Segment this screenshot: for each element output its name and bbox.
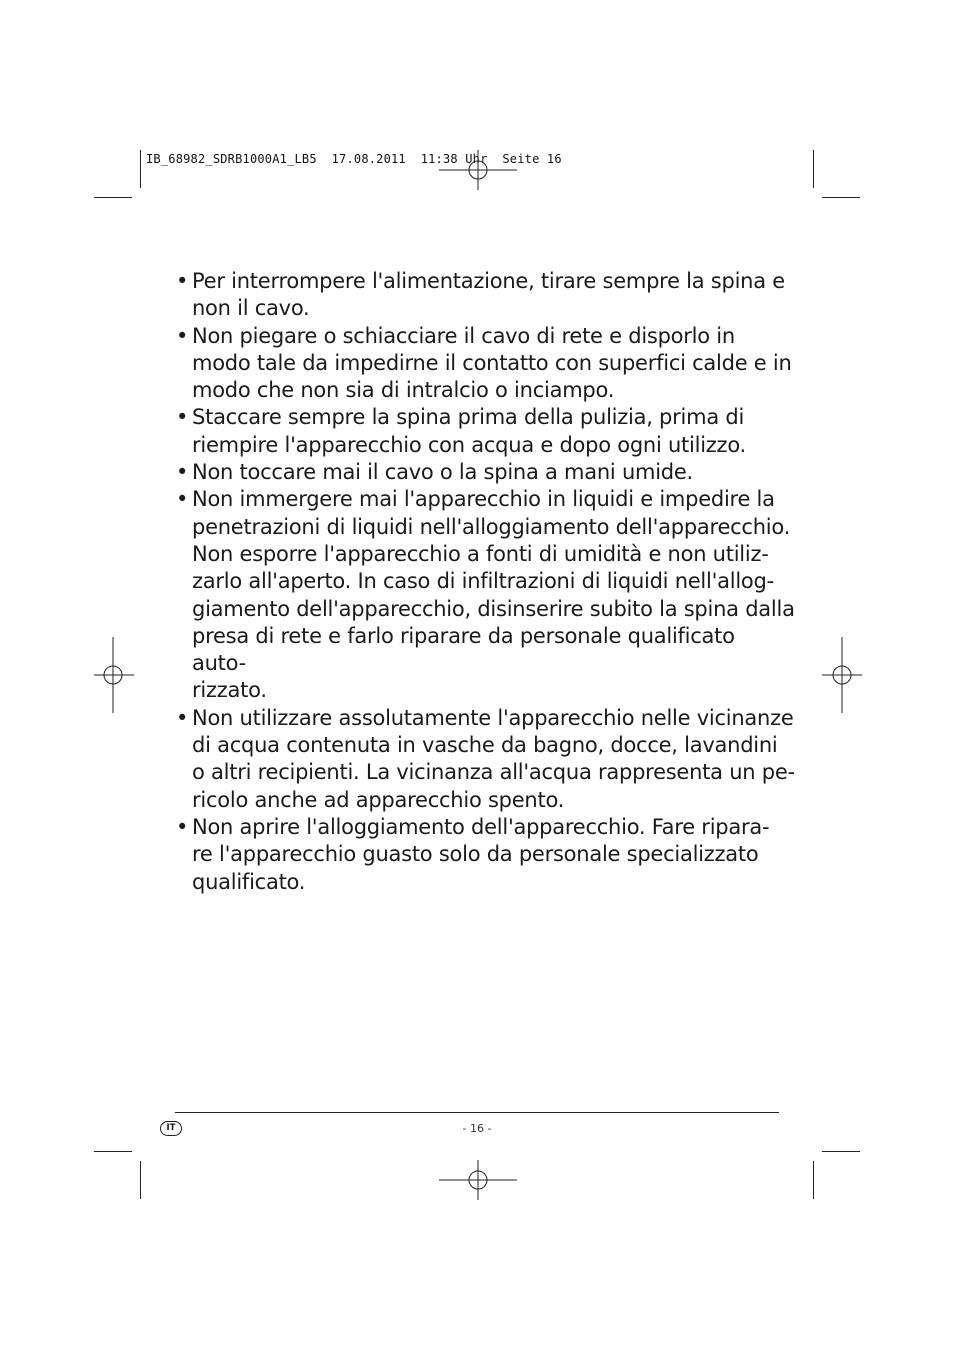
crop-mark-icon: [813, 1161, 814, 1199]
bullet-line: Non toccare mai il cavo o la spina a mani umide.: [192, 460, 693, 485]
bullet-line: o altri recipienti. La vicinanza all'acqua rappresenta un pe-: [192, 760, 795, 785]
bullet-icon: •: [176, 460, 189, 485]
list-item: [175, 323, 795, 405]
bullet-line: Non esporre l'apparecchio a fonti di umidità e non utiliz-: [192, 541, 769, 566]
list-item: [175, 268, 795, 323]
footer-rule: [175, 1112, 779, 1113]
registration-mark-icon: [822, 637, 862, 713]
bullet-list: [175, 268, 795, 896]
bullet-line: ricolo anche ad apparecchio spento.: [192, 787, 565, 812]
list-item: [175, 814, 795, 896]
list-item: [175, 705, 795, 814]
bullet-icon: •: [176, 269, 189, 293]
list-item: [175, 459, 795, 486]
bullet-line: giamento dell'apparecchio, disinserire subito la spina dalla: [192, 596, 795, 621]
bullet-line: Non piegare o schiacciare il cavo di rete e disporlo in: [192, 323, 735, 348]
registration-mark-icon: [94, 637, 134, 713]
bullet-line: penetrazioni di liquidi nell'alloggiamento dell'apparecchio.: [192, 514, 790, 539]
bullet-line: Non immergere mai l'apparecchio in liquidi e impedire la: [192, 487, 775, 512]
crop-mark-icon: [822, 197, 860, 198]
list-item: [175, 486, 795, 704]
safety-instructions: [175, 268, 795, 896]
language-badge: IT: [160, 1121, 182, 1136]
bullet-line: qualificato.: [192, 869, 306, 894]
bullet-line: non il cavo.: [192, 296, 310, 321]
bullet-line: di acqua contenuta in vasche da bagno, docce, lavandini: [192, 733, 778, 758]
crop-mark-icon: [813, 150, 814, 188]
bullet-line: riempire l'apparecchio con acqua e dopo ogni utilizzo.: [192, 432, 746, 457]
bullet-line: presa di rete e farlo riparare da personale qualificato auto-: [192, 623, 735, 676]
crop-mark-icon: [140, 150, 141, 188]
bullet-line: zarlo all'aperto. In caso di infiltrazioni di liquidi nell'allog-: [192, 569, 774, 594]
bullet-icon: •: [176, 705, 189, 730]
crop-mark-icon: [140, 1161, 141, 1199]
bullet-icon: •: [176, 814, 189, 839]
bullet-line: Staccare sempre la spina prima della pulizia, prima di: [192, 405, 745, 430]
crop-mark-icon: [822, 1151, 860, 1152]
bullet-line: Non utilizzare assolutamente l'apparecchio nelle vicinanze: [192, 705, 794, 730]
list-item: [175, 404, 795, 459]
crop-mark-icon: [94, 197, 132, 198]
bullet-line: modo che non sia di intralcio o inciampo.: [192, 378, 615, 403]
bullet-icon: •: [176, 487, 189, 512]
page-number: - 16 -: [462, 1122, 492, 1135]
crop-mark-icon: [94, 1151, 132, 1152]
bullet-line: rizzato.: [192, 678, 267, 703]
bullet-icon: •: [176, 405, 189, 430]
bullet-line: Non aprire l'alloggiamento dell'apparecchio. Fare ripara-: [192, 814, 770, 839]
print-slug-line: IB_68982_SDRB1000A1_LB5 17.08.2011 11:38 Uhr Seite 16: [146, 152, 562, 166]
registration-mark-icon: [439, 1160, 517, 1200]
bullet-icon: •: [176, 323, 189, 348]
bullet-line: Per interrompere l'alimentazione, tirare sempre la spina e: [192, 269, 785, 293]
bullet-line: re l'apparecchio guasto solo da personale specializzato: [192, 842, 759, 867]
registration-mark-icon: [439, 150, 517, 190]
bullet-line: modo tale da impedirne il contatto con superfici calde e in: [192, 350, 792, 375]
